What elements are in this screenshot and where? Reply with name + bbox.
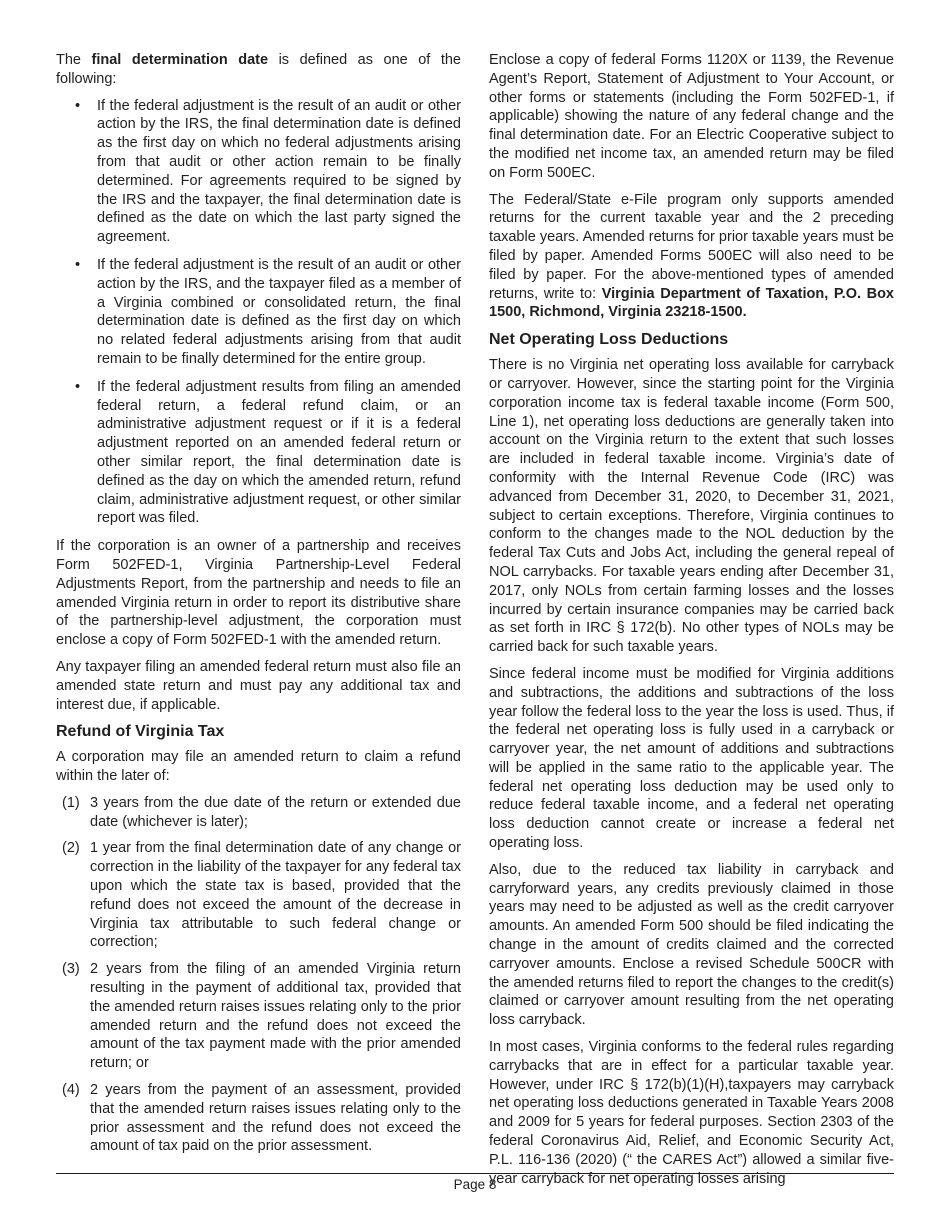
amended-state-return-paragraph: Any taxpayer filing an amended federal return must also file an amended state return and must pay any additional tax and interest due, if applicable. bbox=[56, 658, 461, 713]
refund-heading: Refund of Virginia Tax bbox=[56, 723, 225, 741]
partnership-paragraph: If the corporation is an owner of a partnership and receives Form 502FED-1, Virginia Partnership-Level Federal Adjustments Report, from the partnership and needs to file an amended Virginia return in order to report its distributive share of the partnership-level adjustment, the corporation must enclose a copy of Form 502FED-1 with the amended return. bbox=[56, 538, 461, 649]
enclose-forms-paragraph: Enclose a copy of federal Forms 1120X or 1139, the Revenue Agent’s Report, Statement of Adjustment to Your Account, or other forms or statements (including the Form 502FED-1, if applicable) showing the nature of any federal change and the final determination date. For an Electric Cooperative subject to the modified net income tax, an amended return may be filed on Form 500EC. bbox=[489, 52, 894, 181]
refund-item-text: 2 years from the filing of an amended Virginia return resulting in the payment of additional tax, provided that the amended return raises issues relating only to the prior amended return and the refund does not exceed the amount of the tax payment made with the prior amended return; or bbox=[90, 961, 461, 1072]
refund-item-text: 3 years from the due date of the return or extended due date (whichever is later); bbox=[90, 794, 461, 830]
mailing-address: Virginia Department of Taxation, P.O. Box 1500, Richmond, Virginia 23218-1500. bbox=[489, 285, 894, 321]
refund-item-2 bbox=[56, 839, 461, 952]
left-column bbox=[56, 51, 461, 1164]
refund-item-number: (3) bbox=[62, 961, 80, 978]
bullet-item-combined-return: • If the federal adjustment is the result of an audit or other action by the IRS, and the taxpayer filed as a member of a Virginia combined or consolidated return, the final determination date is defined as the first day on which no related federal adjustments arising from that audit remain to be finally determined for the entire group. bbox=[56, 256, 461, 369]
refund-item-4 bbox=[56, 1081, 461, 1156]
nol-paragraph-1: There is no Virginia net operating loss available for carryback or carryover. However, since the starting point for the Virginia corporation income tax is federal taxable income (Form 500, Line 1), net operating loss deductions are generally taken into account on the Virginia return to the extent that such losses are included in federal taxable income. Virginia’s date of conformity with the Internal Revenue Code (IRC) was advanced from December 31, 2020, to December 31, 2021, subject to certain exceptions. Therefore, Virginia continues to conform to the changes made to the NOL deduction by the federal Tax Cuts and Jobs Act, including the general repeal of NOL carrybacks. For taxable years ending after December 31, 2017, only NOLs from certain farming losses and the losses incurred by certain insurance companies may be carried back as set forth in IRC § 172(b). No other types of NOLs may be carried back for such taxable years. bbox=[489, 357, 894, 656]
final-determination-term: final determination date bbox=[91, 52, 269, 68]
bullet-item-amended-federal: • If the federal adjustment results from filing an amended federal return, a federal refund claim, or an administrative adjustment request or if it is a federal adjustment reported on an amended federal return or other similar report, the final determination date is defined as the day on which the amended return, refund claim, administrative adjustment request, or other similar report was filed. bbox=[56, 378, 461, 528]
refund-item-3 bbox=[56, 960, 461, 1073]
refund-intro: A corporation may file an amended return to claim a refund within the later of: bbox=[56, 749, 461, 785]
right-column bbox=[489, 51, 894, 1196]
page-number: Page 8 bbox=[453, 1177, 497, 1192]
refund-item-1 bbox=[56, 794, 461, 832]
refund-item-text: 1 year from the final determination date of any change or correction in the liability of the taxpayer for any federal tax upon which the state tax is based, provided that the refund does not exceed the amount of the decrease in Virginia tax attributable to such federal change or correction; bbox=[90, 840, 461, 951]
refund-item-number: (2) bbox=[62, 840, 80, 857]
final-determination-list bbox=[56, 97, 461, 529]
footer-divider bbox=[56, 1173, 894, 1174]
refund-item-text: 2 years from the payment of an assessment, provided that the amended return raises issues relating only to the prior assessment and the refund does not exceed the amount of tax paid on the prior assessment. bbox=[90, 1082, 461, 1155]
bullet-item-audit: • If the federal adjustment is the result of an audit or other action by the IRS, the final determination date is defined as the first day on which no federal adjustments arising from that audit or other action remain to be finally determined. For agreements required to be signed by the IRS and the taxpayer, the final determination date is defined as the date on which the last party signed the agreement. bbox=[56, 97, 461, 247]
efile-paragraph: The Federal/State e-File program only supports amended returns for the current taxable year and the 2 preceding taxable years. Amended returns for prior taxable years must be filed by paper. Amended Forms 500EC will also need to be filed by paper. For the above-mentioned types of amended returns, write to: Virginia Department of Taxation, P.O. Box 1500, Richmond, Virginia 23218-1500. bbox=[489, 191, 894, 321]
nol-paragraph-2: Since federal income must be modified for Virginia additions and subtractions, the additions and subtractions of the loss year follow the federal loss to the year the loss is used. Thus, if the federal net operating loss is fully used in a carryback or carryover year, the net amount of additions and subtractions will be applied in the same ratio to the applicable year. The federal net operating loss deduction may be used only to reduce federal taxable income, and a federal net operating loss deduction cannot create or increase a federal net operating loss. bbox=[489, 665, 894, 852]
nol-heading: Net Operating Loss Deductions bbox=[489, 331, 729, 349]
nol-paragraph-3: Also, due to the reduced tax liability in carryback and carryforward years, any credits previously claimed in those years may need to be adjusted as well as the credit carryover amounts. An amended Form 500 should be filed indicating the change in the amount of credits claimed and the corrected carryover amounts. Enclose a revised Schedule 500CR with the amended returns filed to report the changes to the credit(s) claimed or carryover amount resulting from the net operating loss carryback. bbox=[489, 861, 894, 1029]
final-determination-intro: The final determination date is defined as one of the following: bbox=[56, 52, 461, 87]
nol-paragraph-4: In most cases, Virginia conforms to the federal rules regarding carrybacks that are in effect for a particular taxable year. However, under IRC § 172(b)(1)(H),taxpayers may carryback net operating loss deductions generated in Taxable Years 2008 and 2009 for 5 years for federal purposes. Section 2303 of the federal Coronavirus Aid, Relief, and Economic Security Act, P.L. 116-136 (2020) (“ the CARES Act”) allowed a similar five-year carryback for net operating losses arising bbox=[489, 1039, 894, 1187]
refund-item-number: (4) bbox=[62, 1082, 80, 1099]
refund-conditions-list bbox=[56, 794, 461, 1156]
refund-item-number: (1) bbox=[62, 794, 80, 811]
